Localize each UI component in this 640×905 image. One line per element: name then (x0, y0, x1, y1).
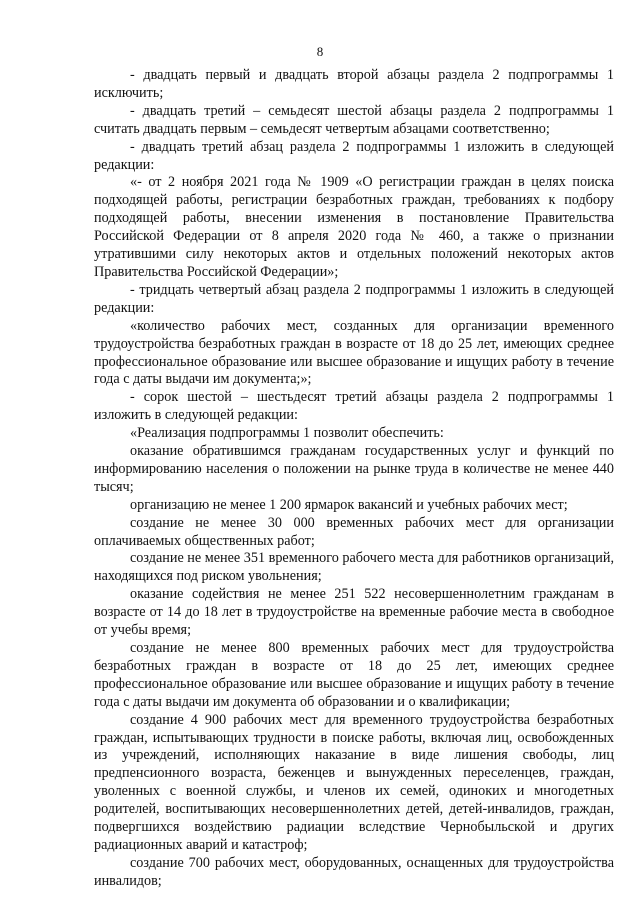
document-body (94, 67, 614, 891)
paragraph-item: организацию не менее 1 200 ярмарок вакансий и учебных рабочих мест; (130, 496, 568, 513)
paragraph-item: - тридцать четвертый абзац раздела 2 подпрограммы 1 изложить в следующей редакции: (94, 281, 614, 316)
paragraph-item: создание 700 рабочих мест, оборудованных, оснащенных для трудоустройства инвалидов; (94, 854, 614, 889)
page-number: 8 (316, 44, 324, 59)
paragraph-item: «количество рабочих мест, созданных для организации временного трудоустройства безработных граждан в возрасте от 18 до 25 лет, имеющих среднее профессиональное образование или высшее образование и ищущих работу в течение года с даты выдачи им документа;»; (94, 317, 614, 388)
paragraph-item: создание не менее 351 временного рабочего места для работников организаций, находящихся под риском увольнения; (94, 550, 614, 585)
paragraph-item: - двадцать третий абзац раздела 2 подпрограммы 1 изложить в следующей редакции: (94, 138, 614, 173)
paragraph-item: - двадцать третий – семьдесят шестой абзацы раздела 2 подпрограммы 1 считать двадцать первым – семьдесят четвертым абзацами соответственно; (94, 102, 614, 137)
paragraph-item: создание не менее 30 000 временных рабочих мест для организации оплачиваемых общественных работ; (94, 514, 614, 549)
paragraph-item: создание 4 900 рабочих мест для временного трудоустройства безработных граждан, испытывающих трудности в поиске работы, включая лиц, освобожденных из учреждений, исполняющих наказание в виде лишения свободы, лиц предпенсионного возраста, беженцев и вынужденных переселенцев, граждан, уволенных с военной службы, и членов их семей, одиноких и многодетных родителей, воспитывающих несовершеннолетних детей, детей-инвалидов, граждан, подвергшихся воздействию радиации вследствие Чернобыльской и других радиационных аварий и катастроф; (94, 711, 614, 853)
paragraph-item: «Реализация подпрограммы 1 позволит обеспечить: (130, 425, 444, 442)
paragraph-item: «- от 2 ноября 2021 года № 1909 «О регистрации граждан в целях поиска подходящей работы, регистрации безработных граждан, требованиях к подбору подходящей работы, внесении изменения в постановление Правительства Российской Федерации от 8 апреля 2020 года № 460, а также о признании утратившими силу некоторых актов и отдельных положений некоторых актов Правительства Российской Федерации»; (94, 174, 614, 280)
paragraph-item: оказание обратившимся гражданам государственных услуг и функций по информированию населения о положении на рынке труда в количестве не менее 440 тысяч; (94, 443, 614, 495)
paragraph-item: - сорок шестой – шестьдесят третий абзацы раздела 2 подпрограммы 1 изложить в следующей редакции: (94, 389, 614, 424)
paragraph-item: создание не менее 800 временных рабочих мест для трудоустройства безработных граждан в возрасте от 18 до 25 лет, имеющих среднее профессиональное образование или высшее образование и ищущих работу в течение года с даты выдачи им документа об образовании и о квалификации; (94, 640, 614, 710)
paragraph-item: - двадцать первый и двадцать второй абзацы раздела 2 подпрограммы 1 исключить; (94, 67, 614, 101)
paragraph-item: оказание содействия не менее 251 522 несовершеннолетним гражданам в возрасте от 14 до 18 лет в трудоустройстве на временные рабочие места в свободное от учебы время; (94, 586, 614, 639)
